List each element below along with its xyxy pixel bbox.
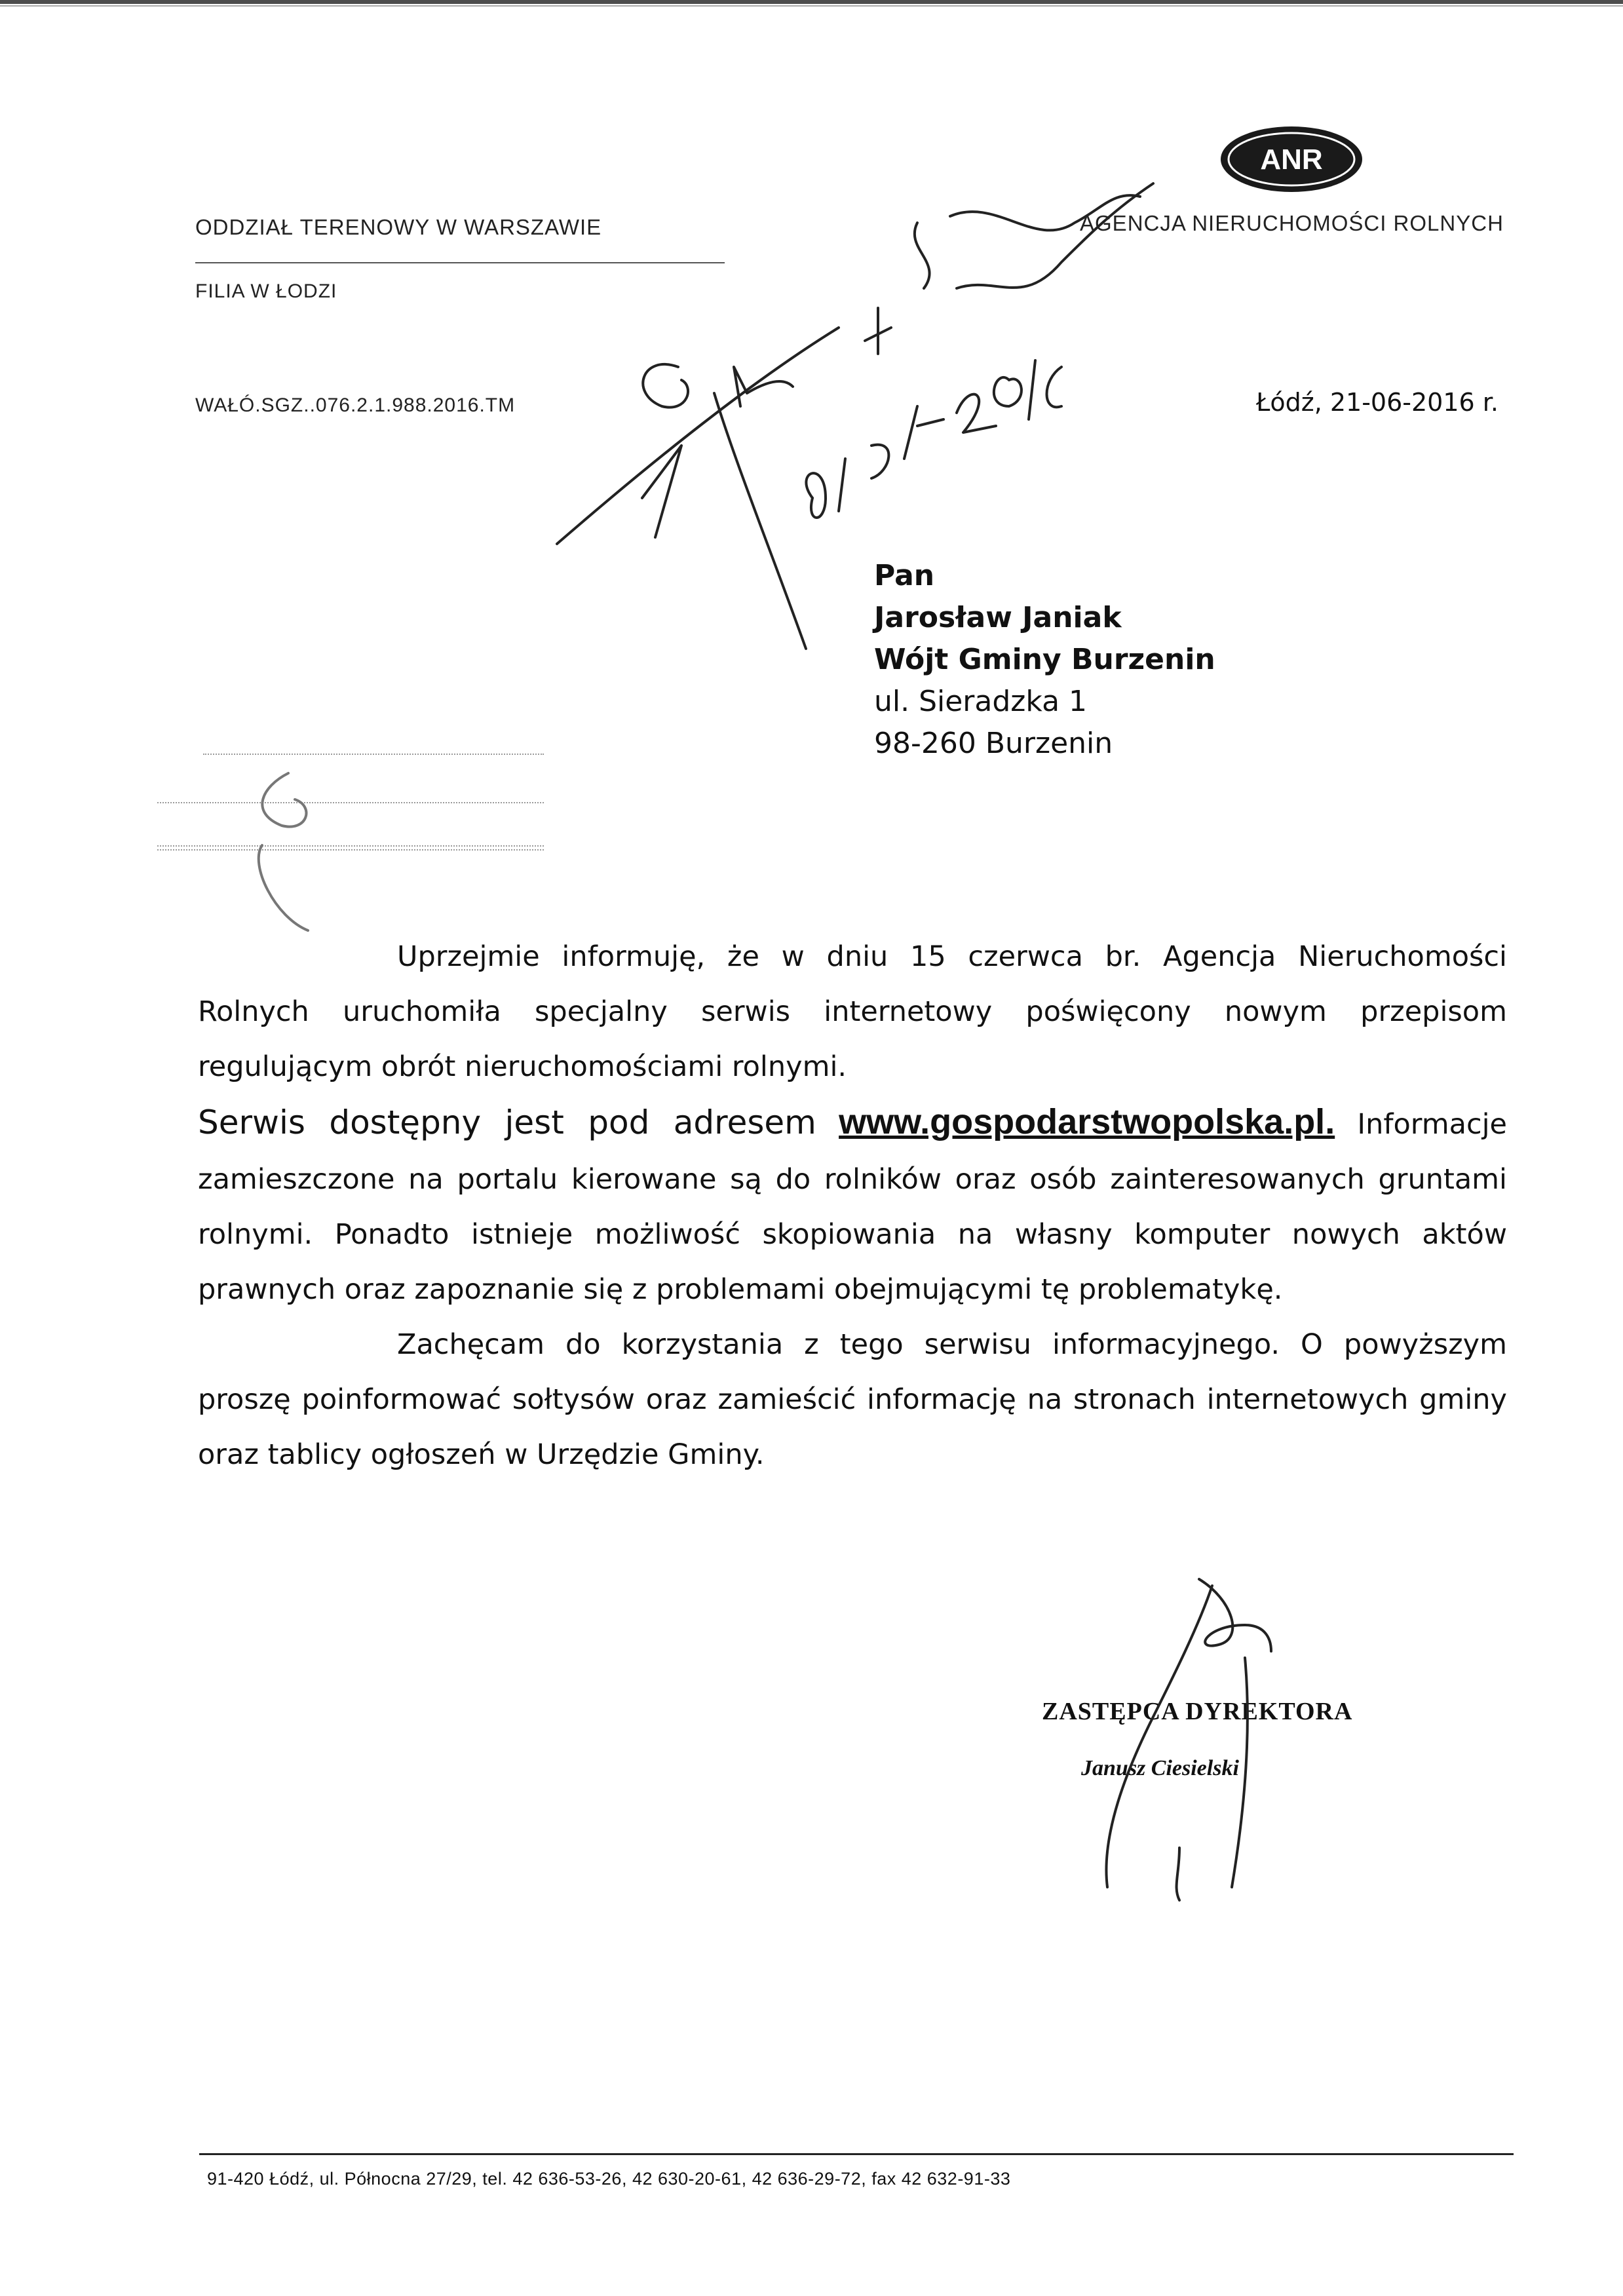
recipient-salutation: Pan (874, 559, 935, 592)
paragraph-2-lead: Serwis dostępny jest pod adresem (198, 1103, 816, 1141)
recipient-street: ul. Sieradzka 1 (874, 685, 1088, 718)
header-divider (195, 262, 725, 263)
scan-top-edge (0, 0, 1623, 4)
recipient-name: Jarosław Janiak (874, 601, 1122, 634)
paragraph-3: Zachęcam do korzystania z tego serwisu informacyjnego. O powyższym proszę poinformować sołtysów oraz zamieścić informację na stronach internetowych gminy oraz tablicy ogłoszeń w Urzędzie Gminy. (198, 1328, 1507, 1471)
agency-name: AGENCJA NIERUCHOMOŚCI ROLNYCH (1080, 211, 1504, 235)
recipient-position: Wójt Gminy Burzenin (874, 643, 1215, 676)
pen-digit-2 (871, 445, 888, 478)
pen-digit-0b (994, 377, 1022, 406)
letter-date: Łódź, 21-06-2016 r. (1256, 388, 1499, 417)
signature-stroke-2 (1199, 1579, 1271, 1651)
pen-initials (643, 364, 688, 408)
pen-digit-7 (904, 406, 944, 459)
paragraph-2 (198, 1094, 1507, 1317)
pen-stroke-3 (714, 393, 806, 649)
recipient-city: 98-260 Burzenin (874, 727, 1113, 760)
website-link[interactable]: www.gospodarstwopolska.pl. (839, 1102, 1335, 1141)
letter-body (198, 929, 1507, 1482)
anr-logo (1219, 124, 1364, 194)
signature-stroke-1 (1106, 1586, 1212, 1887)
reference-number: WAŁÓ.SGZ..076.2.1.988.2016.TM (195, 394, 516, 416)
signatory-name: Janusz Ciesielski (1081, 1756, 1239, 1780)
stamp-scribble-2 (259, 845, 308, 930)
paragraph-2-rest: Informacje zamieszczone na portalu kierowane są do rolników oraz osób zainteresowanych gruntami rolnymi. Ponadto istnieje możliwość skopiowania na własny komputer nowych aktów prawnych oraz zapoznanie się z problemami obejmującymi tę problematykę. (198, 1108, 1508, 1306)
pen-plus (865, 308, 891, 354)
paragraph-1: Uprzejmie informuję, że w dniu 15 czerwca br. Agencja Nieruchomości Rolnych uruchomiła specjalny serwis internetowy poświęcony nowym przepisom regulującym obrót nieruchomościami rolnymi. (198, 940, 1507, 1083)
pen-digit-1b (1029, 360, 1035, 419)
branch-name: ODDZIAŁ TERENOWY W WARSZAWIE (195, 215, 602, 239)
signatory-title: ZASTĘPCA DYREKTORA (1042, 1698, 1353, 1725)
footer-divider (199, 2153, 1514, 2155)
pen-word-2 (957, 183, 1153, 288)
pen-digit-6 (1047, 367, 1062, 407)
pen-stroke-1 (557, 328, 839, 544)
branch-office: FILIA W ŁODZI (195, 280, 337, 302)
pen-digit-2b (957, 394, 996, 432)
pen-s (915, 223, 930, 288)
signature-stroke-4 (1177, 1848, 1179, 1900)
pen-stroke-4 (734, 367, 793, 406)
pen-digit-1 (839, 459, 845, 511)
stamp-scribble-1 (262, 773, 306, 827)
logo-text: ANR (1260, 144, 1323, 176)
footer-contact: 91-420 Łódź, ul. Północna 27/29, tel. 42 636-53-26, 42 630-20-61, 42 636-29-72, fax 42 632-91-33 (207, 2169, 1011, 2189)
pen-stroke-2 (642, 446, 681, 537)
scan-top-edge-2 (0, 5, 1623, 7)
pen-digit-0 (806, 473, 826, 518)
